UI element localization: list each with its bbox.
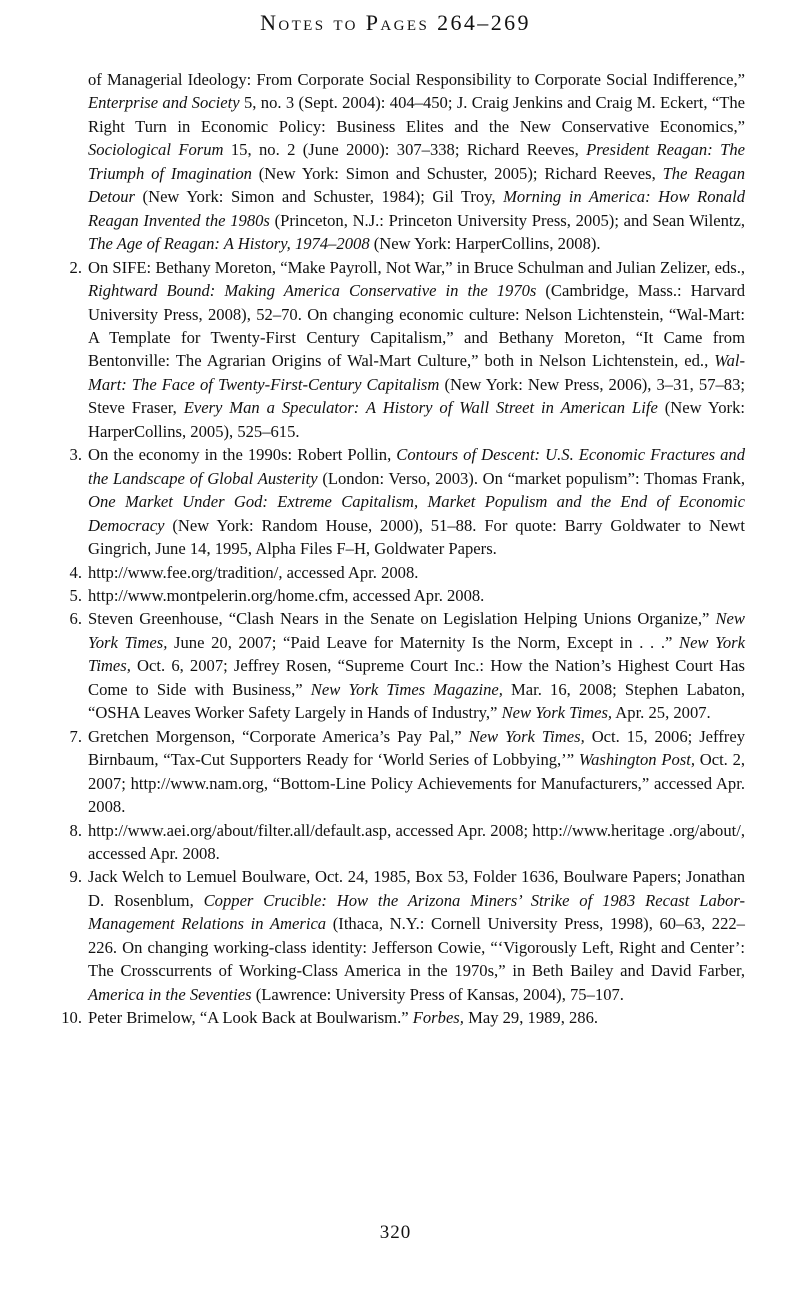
page-number: 320 xyxy=(379,1222,412,1243)
text-run: Oct. 6, 2007; Jeffrey Rosen, “Supreme Court Inc.: How the Nation’s Highest Court Has Come to Side with Business,” xyxy=(88,656,745,699)
endnote-number: 9. xyxy=(69,867,82,887)
endnote-number: 8. xyxy=(69,820,82,840)
endnote xyxy=(50,584,745,607)
italic-title: Every Man a Speculator: A History of Wall Street in American Life xyxy=(183,398,658,418)
italic-title: New York Times, xyxy=(88,609,745,652)
endnote xyxy=(50,256,745,444)
text-run: June 20, 2007; “Paid Leave for Maternity Is the Norm, Except in . . .” xyxy=(167,632,679,652)
italic-title: The Reagan Detour xyxy=(88,163,745,207)
endnote-number: 4. xyxy=(69,562,82,582)
italic-title: New York Times, xyxy=(88,632,745,676)
italic-title: The Age of Reagan: A History, 1974–2008 xyxy=(88,234,370,254)
endnote xyxy=(50,725,745,819)
running-head: Notes to Pages 264–269 xyxy=(260,10,531,35)
italic-title: America in the Seventies xyxy=(88,984,252,1004)
text-run: (New York: HarperCollins, 2008). xyxy=(369,234,601,254)
text-run: http://www.fee.org/tradition/, accessed Apr. 2008. xyxy=(88,562,419,582)
endnote-number: 10. xyxy=(61,1008,82,1028)
italic-title: Morning in America: How Ronald Reagan Invented the 1980s xyxy=(88,187,745,230)
italic-title: Contours of Descent: U.S. Economic Fractures and the Landscape of Global Austerity xyxy=(88,445,745,488)
endnotes-list xyxy=(50,68,745,1030)
endnote-number: 6. xyxy=(69,609,82,629)
text-run: Oct. 2, 2007; http://www.nam.org, “Bottom-Line Policy Achievements for Manufacturers,” accessed Apr. 2008. xyxy=(88,750,746,817)
endnote xyxy=(50,865,745,1006)
italic-title: President Reagan: The Triumph of Imagination xyxy=(88,140,745,183)
endnote-continuation xyxy=(50,68,745,256)
italic-title: Wal-Mart: The Face of Twenty-First-Century Capitalism xyxy=(88,351,745,394)
endnote xyxy=(50,443,745,560)
endnote-number: 7. xyxy=(69,726,82,746)
endnote-number: 3. xyxy=(69,445,82,465)
text-run: Mar. 16, 2008; Stephen Labaton, “OSHA Leaves Worker Safety Largely in Hands of Industry,” xyxy=(88,679,746,723)
text-run: (Lawrence: University Press of Kansas, 2004), 75–107. xyxy=(251,984,624,1004)
text-run: (Princeton, N.J.: Princeton University Press, 2005); and Sean Wilentz, xyxy=(269,210,745,230)
italic-title: New York Times, xyxy=(468,726,585,746)
endnote-number: 2. xyxy=(69,257,82,277)
text-run: (New York: Simon and Schuster, 1984); Gil Troy, xyxy=(135,187,504,207)
endnote xyxy=(50,819,745,866)
text-run: 15, no. 2 (June 2000): 307–338; Richard Reeves, xyxy=(223,140,587,160)
text-run: May 29, 1989, 286. xyxy=(463,1008,599,1028)
endnote-text xyxy=(88,819,745,866)
text-run: Jack Welch to Lemuel Boulware, Oct. 24, 1985, Box 53, Folder 1636, Boulware Papers; Jonathan D. Rosenblum, xyxy=(88,867,745,910)
text-run: (New York: HarperCollins, 2005), 525–615. xyxy=(88,398,745,441)
text-run: On the economy in the 1990s: Robert Pollin, xyxy=(88,445,397,465)
endnote xyxy=(50,607,745,724)
endnote-text xyxy=(88,725,745,819)
endnote-text xyxy=(88,865,745,1006)
text-run: (New York: Simon and Schuster, 2005); Richard Reeves, xyxy=(251,163,663,183)
text-run: Steven Greenhouse, “Clash Nears in the Senate on Legislation Helping Unions Organize,” xyxy=(88,609,716,629)
endnote xyxy=(50,1006,745,1029)
italic-title: One Market Under God: Extreme Capitalism, Market Populism and the End of Economic Democracy xyxy=(88,492,745,535)
text-run: 5, no. 3 (Sept. 2004): 404–450; J. Craig Jenkins and Craig M. Eckert, “The Right Turn in Economic Policy: Business Elites and the New Conservative Economics,” xyxy=(88,93,745,136)
italic-title: New York Times Magazine, xyxy=(310,679,503,699)
text-run: Apr. 25, 2007. xyxy=(612,703,711,723)
endnote-text xyxy=(88,607,745,724)
text-run: Peter Brimelow, “A Look Back at Boulwarism.” xyxy=(88,1008,413,1028)
endnote-text xyxy=(88,584,745,607)
text-run: (Cambridge, Mass.: Harvard University Press, 2008), 52–70. On changing economic culture: Nelson Lichtenstein, “Wal-Mart: A Template for Twenty-First Century Capitalism,” and Bethany Moreton, “It Came from Bentonville: The Agrarian Origins of Wal-Mart Culture,” both in Nelson Lichtenstein, ed., xyxy=(88,281,745,371)
text-run: (Ithaca, N.Y.: Cornell University Press, 1998), 60–63, 222–226. On changing working-class identity: Jefferson Cowie, “‘Vigorously Left, Right and Center’: The Crosscurrents of Working-Class America in the 1970s,” in Beth Bailey and David Farber, xyxy=(88,914,745,981)
endnote-text xyxy=(88,256,745,444)
endnote xyxy=(50,561,745,584)
text-run: (New York: New Press, 2006), 3–31, 57–83; Steve Fraser, xyxy=(88,374,745,418)
text-run: On SIFE: Bethany Moreton, “Make Payroll, Not War,” in Bruce Schulman and Julian Zelizer, eds., xyxy=(88,257,745,277)
endnote-text xyxy=(88,1006,745,1029)
endnote-text xyxy=(88,68,745,256)
italic-title: Forbes, xyxy=(412,1008,464,1028)
text-run: (New York: Random House, 2000), 51–88. For quote: Barry Goldwater to Newt Gingrich, June 14, 1995, Alpha Files F–H, Goldwater Papers. xyxy=(88,515,745,559)
italic-title: Sociological Forum xyxy=(88,140,224,160)
text-run: Gretchen Morgenson, “Corporate America’s Pay Pal,” xyxy=(88,726,469,746)
italic-title: Enterprise and Society xyxy=(88,93,240,113)
italic-title: Copper Crucible: How the Arizona Miners’ Strike of 1983 Recast Labor-Management Relations in America xyxy=(88,890,745,934)
italic-title: Washington Post, xyxy=(578,750,695,770)
text-run: http://www.aei.org/about/filter.all/default.asp, accessed Apr. 2008; http://www.heritage .org/about/, accessed Apr. 2008. xyxy=(88,820,745,863)
text-run: Oct. 15, 2006; Jeffrey Birnbaum, “Tax-Cut Supporters Ready for ‘World Series of Lobbying,’” xyxy=(88,726,745,770)
text-run: of Managerial Ideology: From Corporate Social Responsibility to Corporate Social Indifference,” xyxy=(88,70,745,89)
endnote-text xyxy=(88,443,745,560)
endnote-number: 5. xyxy=(69,585,82,605)
italic-title: Rightward Bound: Making America Conservative in the 1970s xyxy=(88,281,537,301)
text-run: (London: Verso, 2003). On “market populism”: Thomas Frank, xyxy=(317,468,745,488)
endnote-text xyxy=(88,561,745,584)
text-run: http://www.montpelerin.org/home.cfm, accessed Apr. 2008. xyxy=(88,585,485,605)
italic-title: New York Times, xyxy=(501,703,613,723)
